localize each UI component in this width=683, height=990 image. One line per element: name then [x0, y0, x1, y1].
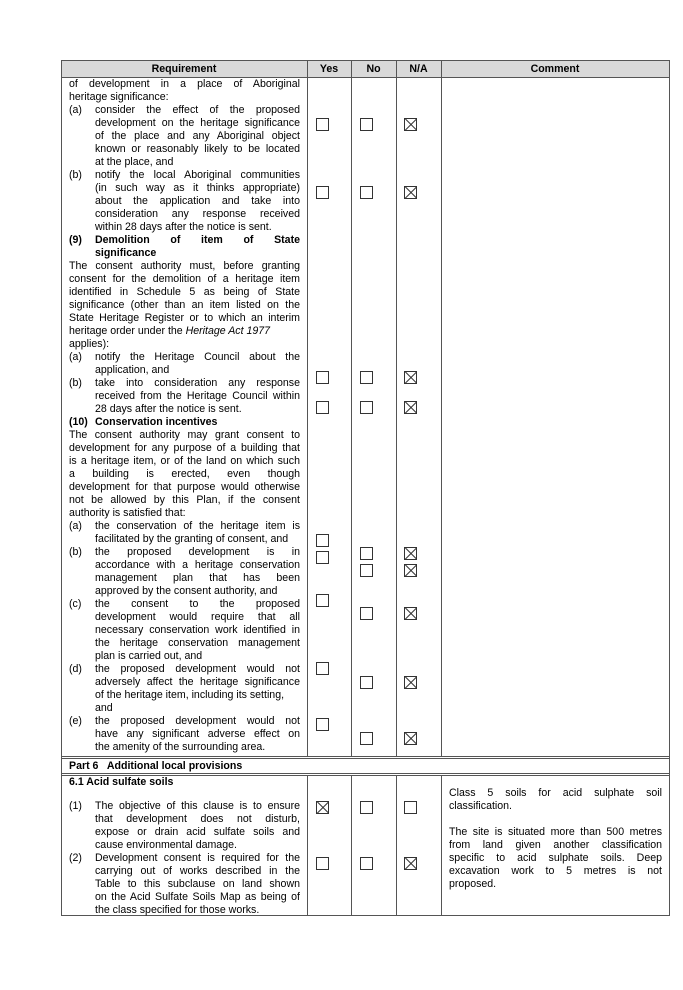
- subclause-10-para: is a heritage item, or of the land on which such: [69, 455, 300, 467]
- checkbox-yes[interactable]: [316, 551, 329, 564]
- checkbox-yes-checked[interactable]: [316, 801, 329, 814]
- column-divider: [441, 60, 442, 757]
- subclause-9-para: [69, 325, 270, 338]
- checkbox-yes[interactable]: [316, 371, 329, 384]
- item-10c-line: development would require that all: [95, 611, 300, 623]
- subclause-9-number: (9): [69, 234, 82, 246]
- subclause-9-para: applies):: [69, 338, 110, 350]
- item-10b-line: the proposed development is in: [95, 546, 300, 558]
- checkbox-no[interactable]: [360, 857, 373, 870]
- item-a-line: of the place and any Aboriginal object: [95, 130, 300, 142]
- subclause-9-para: identified in Schedule 5 as being of State: [69, 286, 300, 298]
- item-label-b: (b): [69, 377, 82, 389]
- checkbox-yes[interactable]: [316, 118, 329, 131]
- table-border-right: [669, 60, 670, 916]
- checkbox-no[interactable]: [360, 676, 373, 689]
- column-divider: [351, 60, 352, 757]
- table-border-left: [61, 60, 62, 916]
- item-10c-line: plan is carried out, and: [95, 650, 203, 662]
- item-b-line: consideration any response received: [95, 208, 300, 220]
- item-10c-line: the heritage conservation management: [95, 637, 300, 649]
- subclause-9-para: consent for the demolition of a heritage item: [69, 273, 300, 285]
- subclause-10-para: not be allowed by this Plan, if the consent: [69, 494, 300, 506]
- item-6-2-line: on the Acid Sulfate Soils Map as being of: [95, 891, 300, 903]
- checkbox-yes[interactable]: [316, 534, 329, 547]
- checkbox-no[interactable]: [360, 801, 373, 814]
- checkbox-na-checked[interactable]: [404, 118, 417, 131]
- checkbox-na-checked[interactable]: [404, 564, 417, 577]
- part-6-heading: Part 6 Additional local provisions: [69, 760, 243, 772]
- item-label-a: (a): [69, 520, 82, 532]
- checkbox-na-checked[interactable]: [404, 857, 417, 870]
- item-6-2-line: Table to this subclause on land shown: [95, 878, 300, 890]
- header-no: No: [351, 61, 396, 77]
- item-label-a: (a): [69, 351, 82, 363]
- comment-line: from land given another classification: [449, 839, 662, 851]
- item-label-a: (a): [69, 104, 82, 116]
- column-divider: [441, 775, 442, 916]
- item-6-1-line: expose or drain acid sulfate soils and: [95, 826, 300, 838]
- heritage-intro-line: heritage significance:: [69, 91, 169, 103]
- checkbox-no[interactable]: [360, 186, 373, 199]
- subclause-10-para: development for that purpose would otherwise: [69, 481, 300, 493]
- comment-line: classification.: [449, 800, 512, 812]
- item-10c-line: necessary conservation work identified in: [95, 624, 300, 636]
- item-10e-line: the proposed development would not: [95, 715, 300, 727]
- item-label-d: (d): [69, 663, 82, 675]
- item-9a-line: application, and: [95, 364, 170, 376]
- item-9b-line: take into consideration any response: [95, 377, 300, 389]
- subclause-9-para: significance (other than an item listed on the: [69, 299, 300, 311]
- item-label-b: (b): [69, 169, 82, 181]
- subclause-10-para: a building is erected, even though: [69, 468, 300, 480]
- comment-line: The site is situated more than 500 metres: [449, 826, 662, 838]
- item-10d-line: the proposed development would not: [95, 663, 300, 675]
- checkbox-na-checked[interactable]: [404, 732, 417, 745]
- subclause-9-para: The consent authority must, before granting: [69, 260, 300, 272]
- item-b-line: about the application and take into: [95, 195, 300, 207]
- checkbox-na-checked[interactable]: [404, 401, 417, 414]
- subclause-10-para: development for any purpose of a building that: [69, 442, 300, 454]
- item-a-line: consider the effect of the proposed: [95, 104, 300, 116]
- item-6-2-line: Development consent is required for the: [95, 852, 300, 864]
- item-6-1-line: cause environmental damage.: [95, 839, 237, 851]
- checkbox-no[interactable]: [360, 547, 373, 560]
- item-6-2-line: carrying out of works described in the: [95, 865, 300, 877]
- checkbox-no[interactable]: [360, 607, 373, 620]
- subclause-10-number: (10): [69, 416, 88, 428]
- item-6-2-line: the class specified for those works.: [95, 904, 260, 916]
- checkbox-na-checked[interactable]: [404, 371, 417, 384]
- column-divider: [396, 775, 397, 916]
- item-label-2: (2): [69, 852, 82, 864]
- checkbox-no[interactable]: [360, 118, 373, 131]
- table-border-top: [61, 60, 669, 61]
- item-10d-line: of the heritage item, including its setting,: [95, 689, 285, 701]
- item-label-c: (c): [69, 598, 82, 610]
- item-10d-line: adversely affect the heritage significance: [95, 676, 300, 688]
- table-row-divider: [61, 773, 669, 774]
- checkbox-no[interactable]: [360, 401, 373, 414]
- table-row-divider: [61, 758, 669, 759]
- item-10c-line: the consent to the proposed: [95, 598, 300, 610]
- subclause-10-para: authority is satisfied that:: [69, 507, 186, 519]
- subclause-10-para: The consent authority may grant consent to: [69, 429, 300, 441]
- item-10b-line: management plan that has been: [95, 572, 300, 584]
- item-10e-line: have any significant adverse effect on: [95, 728, 300, 740]
- item-label-b: (b): [69, 546, 82, 558]
- checkbox-na-checked[interactable]: [404, 607, 417, 620]
- checkbox-no[interactable]: [360, 732, 373, 745]
- comment-line: Class 5 soils for acid sulphate soil: [449, 787, 662, 799]
- column-divider: [307, 60, 308, 757]
- checkbox-yes[interactable]: [316, 594, 329, 607]
- column-divider: [396, 60, 397, 757]
- item-a-line: development on the heritage significance: [95, 117, 300, 129]
- column-divider: [307, 775, 308, 916]
- heritage-intro-line: of development in a place of Aboriginal: [69, 78, 300, 90]
- header-na: N/A: [396, 61, 441, 77]
- item-10b-line: accordance with a heritage conservation: [95, 559, 300, 571]
- checkbox-yes[interactable]: [316, 401, 329, 414]
- comment-line: proposed.: [449, 878, 497, 890]
- subclause-9-title: significance: [95, 247, 157, 259]
- item-b-line: within 28 days after the notice is sent.: [95, 221, 272, 233]
- item-9b-line: received from the Heritage Council within: [95, 390, 300, 402]
- item-6-1-line: The objective of this clause is to ensure: [95, 800, 300, 812]
- table-row-divider: [61, 756, 669, 757]
- column-divider: [351, 775, 352, 916]
- comment-line: excavation work to 5 metres is not: [449, 865, 662, 877]
- checkbox-na-checked[interactable]: [404, 676, 417, 689]
- item-label-e: (e): [69, 715, 82, 727]
- item-9a-line: notify the Heritage Council about the: [95, 351, 300, 363]
- item-6-1-line: that development does not disturb,: [95, 813, 300, 825]
- checkbox-na[interactable]: [404, 801, 417, 814]
- subclause-9-title: Demolition of item of State: [95, 234, 300, 246]
- item-a-line: known or reasonably likely to be located: [95, 143, 300, 155]
- checkbox-yes[interactable]: [316, 186, 329, 199]
- act-name: Heritage Act 1977: [185, 325, 271, 337]
- checkbox-na-checked[interactable]: [404, 186, 417, 199]
- header-yes: Yes: [307, 61, 351, 77]
- subclause-9-text: heritage order under the: [69, 325, 186, 337]
- item-9b-line: 28 days after the notice is sent.: [95, 403, 242, 415]
- header-comment: Comment: [441, 61, 669, 77]
- item-label-1: (1): [69, 800, 82, 812]
- item-a-line: at the place, and: [95, 156, 174, 168]
- checkbox-na-checked[interactable]: [404, 547, 417, 560]
- checkbox-yes[interactable]: [316, 662, 329, 675]
- item-10e-line: the amenity of the surrounding area.: [95, 741, 266, 753]
- comment-line: specific to acid sulphate soils. Deep: [449, 852, 662, 864]
- clause-6-1-title: 6.1 Acid sulfate soils: [69, 776, 174, 788]
- item-b-line: notify the local Aboriginal communities: [95, 169, 300, 181]
- checkbox-yes[interactable]: [316, 857, 329, 870]
- checkbox-no[interactable]: [360, 564, 373, 577]
- subclause-9-para: State Heritage Register or to which an interim: [69, 312, 300, 324]
- checkbox-yes[interactable]: [316, 718, 329, 731]
- item-10a-line: facilitated by the granting of consent, and: [95, 533, 289, 545]
- item-b-line: (in such way as it thinks appropriate): [95, 182, 300, 194]
- subclause-10-title: Conservation incentives: [95, 416, 218, 428]
- header-requirement: Requirement: [61, 61, 307, 77]
- item-10d-line: and: [95, 702, 113, 714]
- checkbox-no[interactable]: [360, 371, 373, 384]
- item-10b-line: approved by the consent authority, and: [95, 585, 278, 597]
- item-10a-line: the conservation of the heritage item is: [95, 520, 300, 532]
